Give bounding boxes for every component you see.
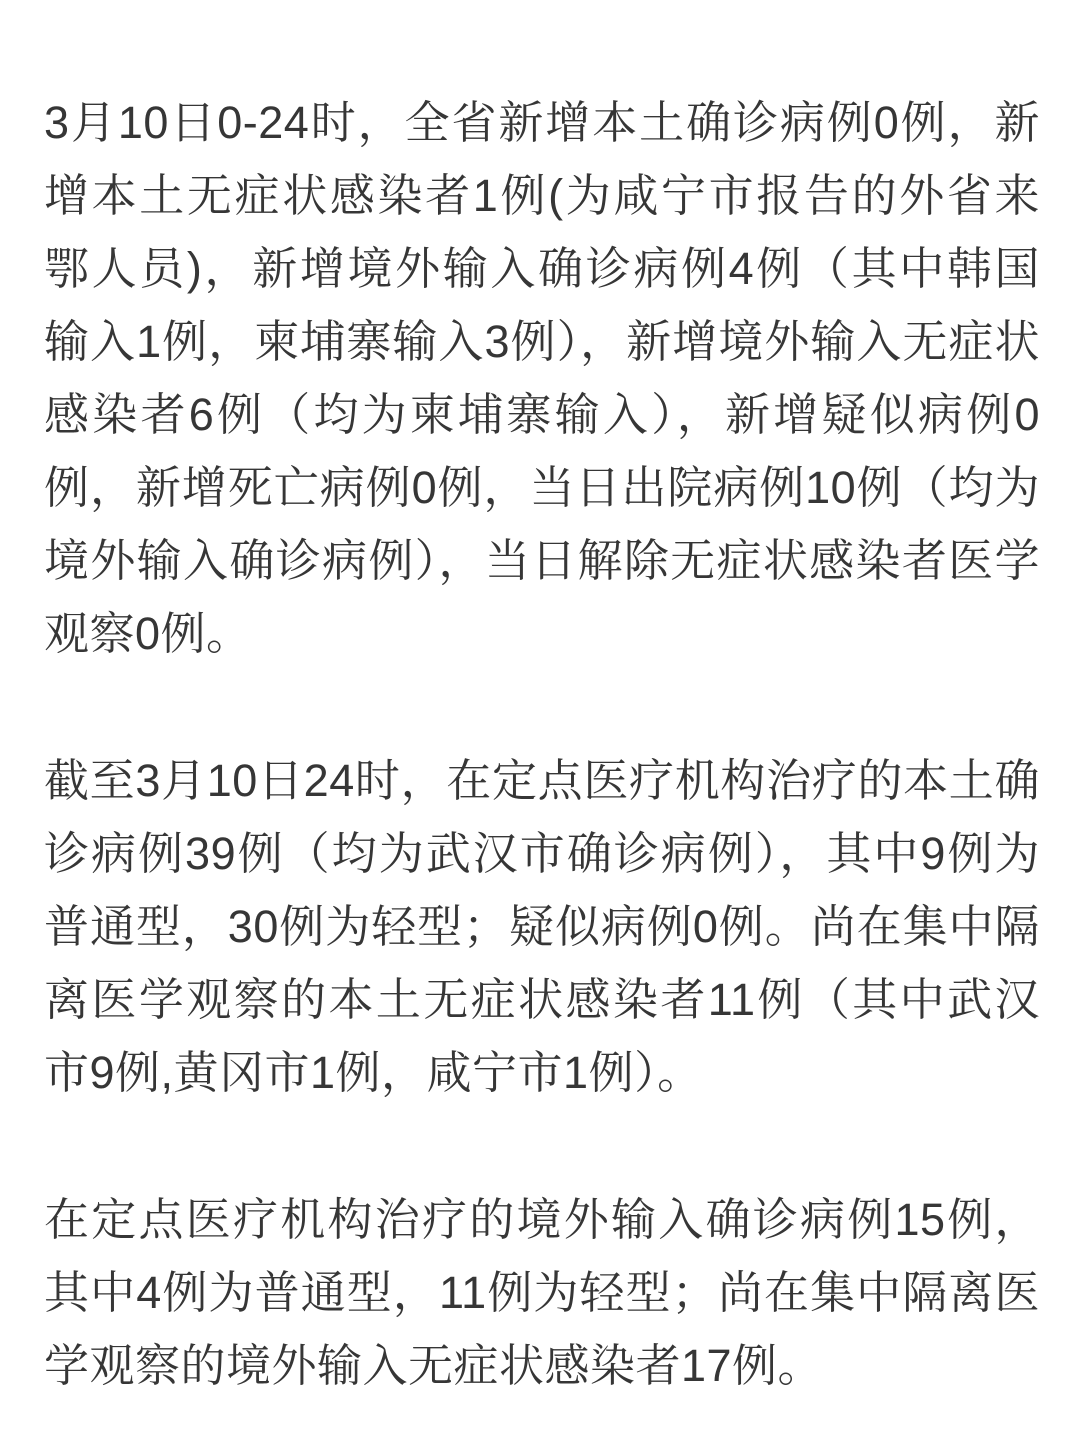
report-paragraph-daily-new-cases: 3月10日0-24时，全省新增本土确诊病例0例，新增本土无症状感染者1例(为咸宁市报告的外省来鄂人员)，新增境外输入确诊病例4例（其中韩国输入1例，柬埔寨输入3例），新增境外输入无症状感染者6例（均为柬埔寨输入），新增疑似病例0例，新增死亡病例0例，当日出院病例10例（均为境外输入确诊病例），当日解除无症状感染者医学观察0例。 xyxy=(44,97,1040,659)
report-paragraph-local-cases-in-treatment: 截至3月10日24时，在定点医疗机构治疗的本土确诊病例39例（均为武汉市确诊病例），其中9例为普通型，30例为轻型；疑似病例0例。尚在集中隔离医学观察的本土无症状感染者11例（其中武汉市9例,黄冈市1例，咸宁市1例）。 xyxy=(44,755,1040,1098)
article-body xyxy=(44,86,1040,1402)
report-paragraph-imported-cases-in-treatment: 在定点医疗机构治疗的境外输入确诊病例15例，其中4例为普通型，11例为轻型；尚在集中隔离医学观察的境外输入无症状感染者17例。 xyxy=(44,1194,1040,1391)
